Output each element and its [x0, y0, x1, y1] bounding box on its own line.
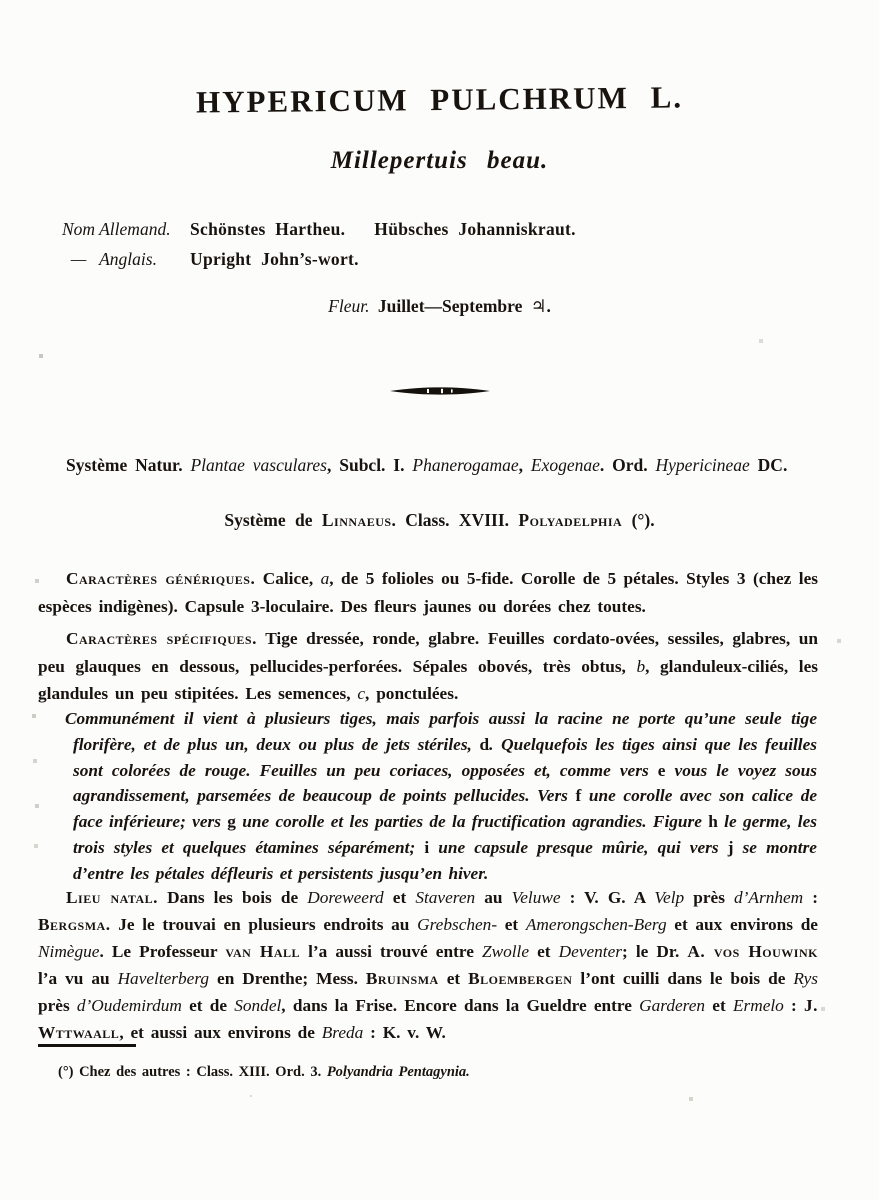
name-label-english: — Anglais. — [62, 249, 157, 269]
flowering-period-line: Fleur. Juillet—Septembre ♃. — [328, 296, 551, 316]
paragraph-caracteres-specifiques: Caractères spécifiques. Tige dressée, ronde, glabre. Feuilles cordato-ovées, sessiles, glabres, un peu glauques en dessous, pellucides-perforées. Sépales obovés, très obtus, b, glanduleux-ciliés, les glandules un peu stipitées. Les semences, c, ponctulées. — [38, 629, 818, 703]
natural-system-line: Système Natur. Plantae vasculares, Subcl. I. Phanerogamae, Exogenae. Ord. Hypericineae DC. — [66, 455, 788, 475]
name-value-english: Upright John’s-wort. — [190, 249, 359, 269]
paragraph-caracteres-generiques: Caractères génériques. Calice, a, de 5 folioles ou 5-fide. Corolle de 5 pétales. Styles 3 (chez les espèces indigènes). Capsule 3-loculaire. Des fleurs jaunes ou dorées chez toutes. — [38, 569, 818, 616]
name-label-german: Nom Allemand. — [62, 219, 171, 239]
vernacular-names — [62, 214, 576, 274]
name-value-german: Schönstes Hartheu. Hübsches Johanniskraut. — [190, 219, 576, 239]
name-row-german — [62, 214, 576, 244]
name-row-english — [62, 244, 576, 274]
scan-noise-speckles — [0, 0, 2, 2]
section-divider-ornament — [390, 383, 490, 401]
subtitle: Millepertuis beau. — [330, 147, 549, 174]
linnaean-system-line: Système de Linnaeus. Class. XVIII. Polyadelphia (°). — [224, 510, 655, 530]
paragraph-description: Communément il vient à plusieurs tiges, mais parfois aussi la racine ne porte qu’une seule tige florifère, et de plus un, deux ou plus de jets stériles, d. Quelquefois les tiges ainsi que les feuilles sont colorées de rouge. Feuilles un peu coriaces, opposées et, comme vers e vous le voyez sous agrandissement, parsemées de beaucoup de points pellucides. Vers f une corolle avec son calice de face inférieure; vers g une corolle et les parties de la fructification agrandies. Figure h le germe, les trois styles et quelques étamines séparément; i une capsule presque mûrie, qui vers j se montre d’entre les pétales défleuris et persistents jusqu’en hiver. — [65, 709, 818, 883]
footnote-rule — [38, 1044, 136, 1047]
paragraph-lieu-natal: Lieu natal. Dans les bois de Doreweerd et Staveren au Veluwe : V. G. A Velp près d’Arnhem : Bergsma. Je le trouvai en plusieurs endroits au Grebschen- et Amerongschen-Berg et aux environs de Nimègue. Le Professeur van Hall l’a aussi trouvé entre Zwolle et Deventer; le Dr. A. vos Houwink l’a vu au Havelterberg en Drenthe; Mess. Bruinsma et Bloembergen l’ont cuilli dans le bois de Rys près d’Oudemirdum et de Sondel, dans la Frise. Encore dans la Gueldre entre Garderen et Ermelo : J. Wttwaall, et aussi aux environs de Breda : K. v. W. — [38, 888, 818, 1042]
footnote: (°) Chez des autres : Class. XIII. Ord. 3. Polyandria Pentagynia. — [58, 1064, 470, 1080]
main-title: HYPERICUM PULCHRUM L. — [195, 79, 684, 120]
